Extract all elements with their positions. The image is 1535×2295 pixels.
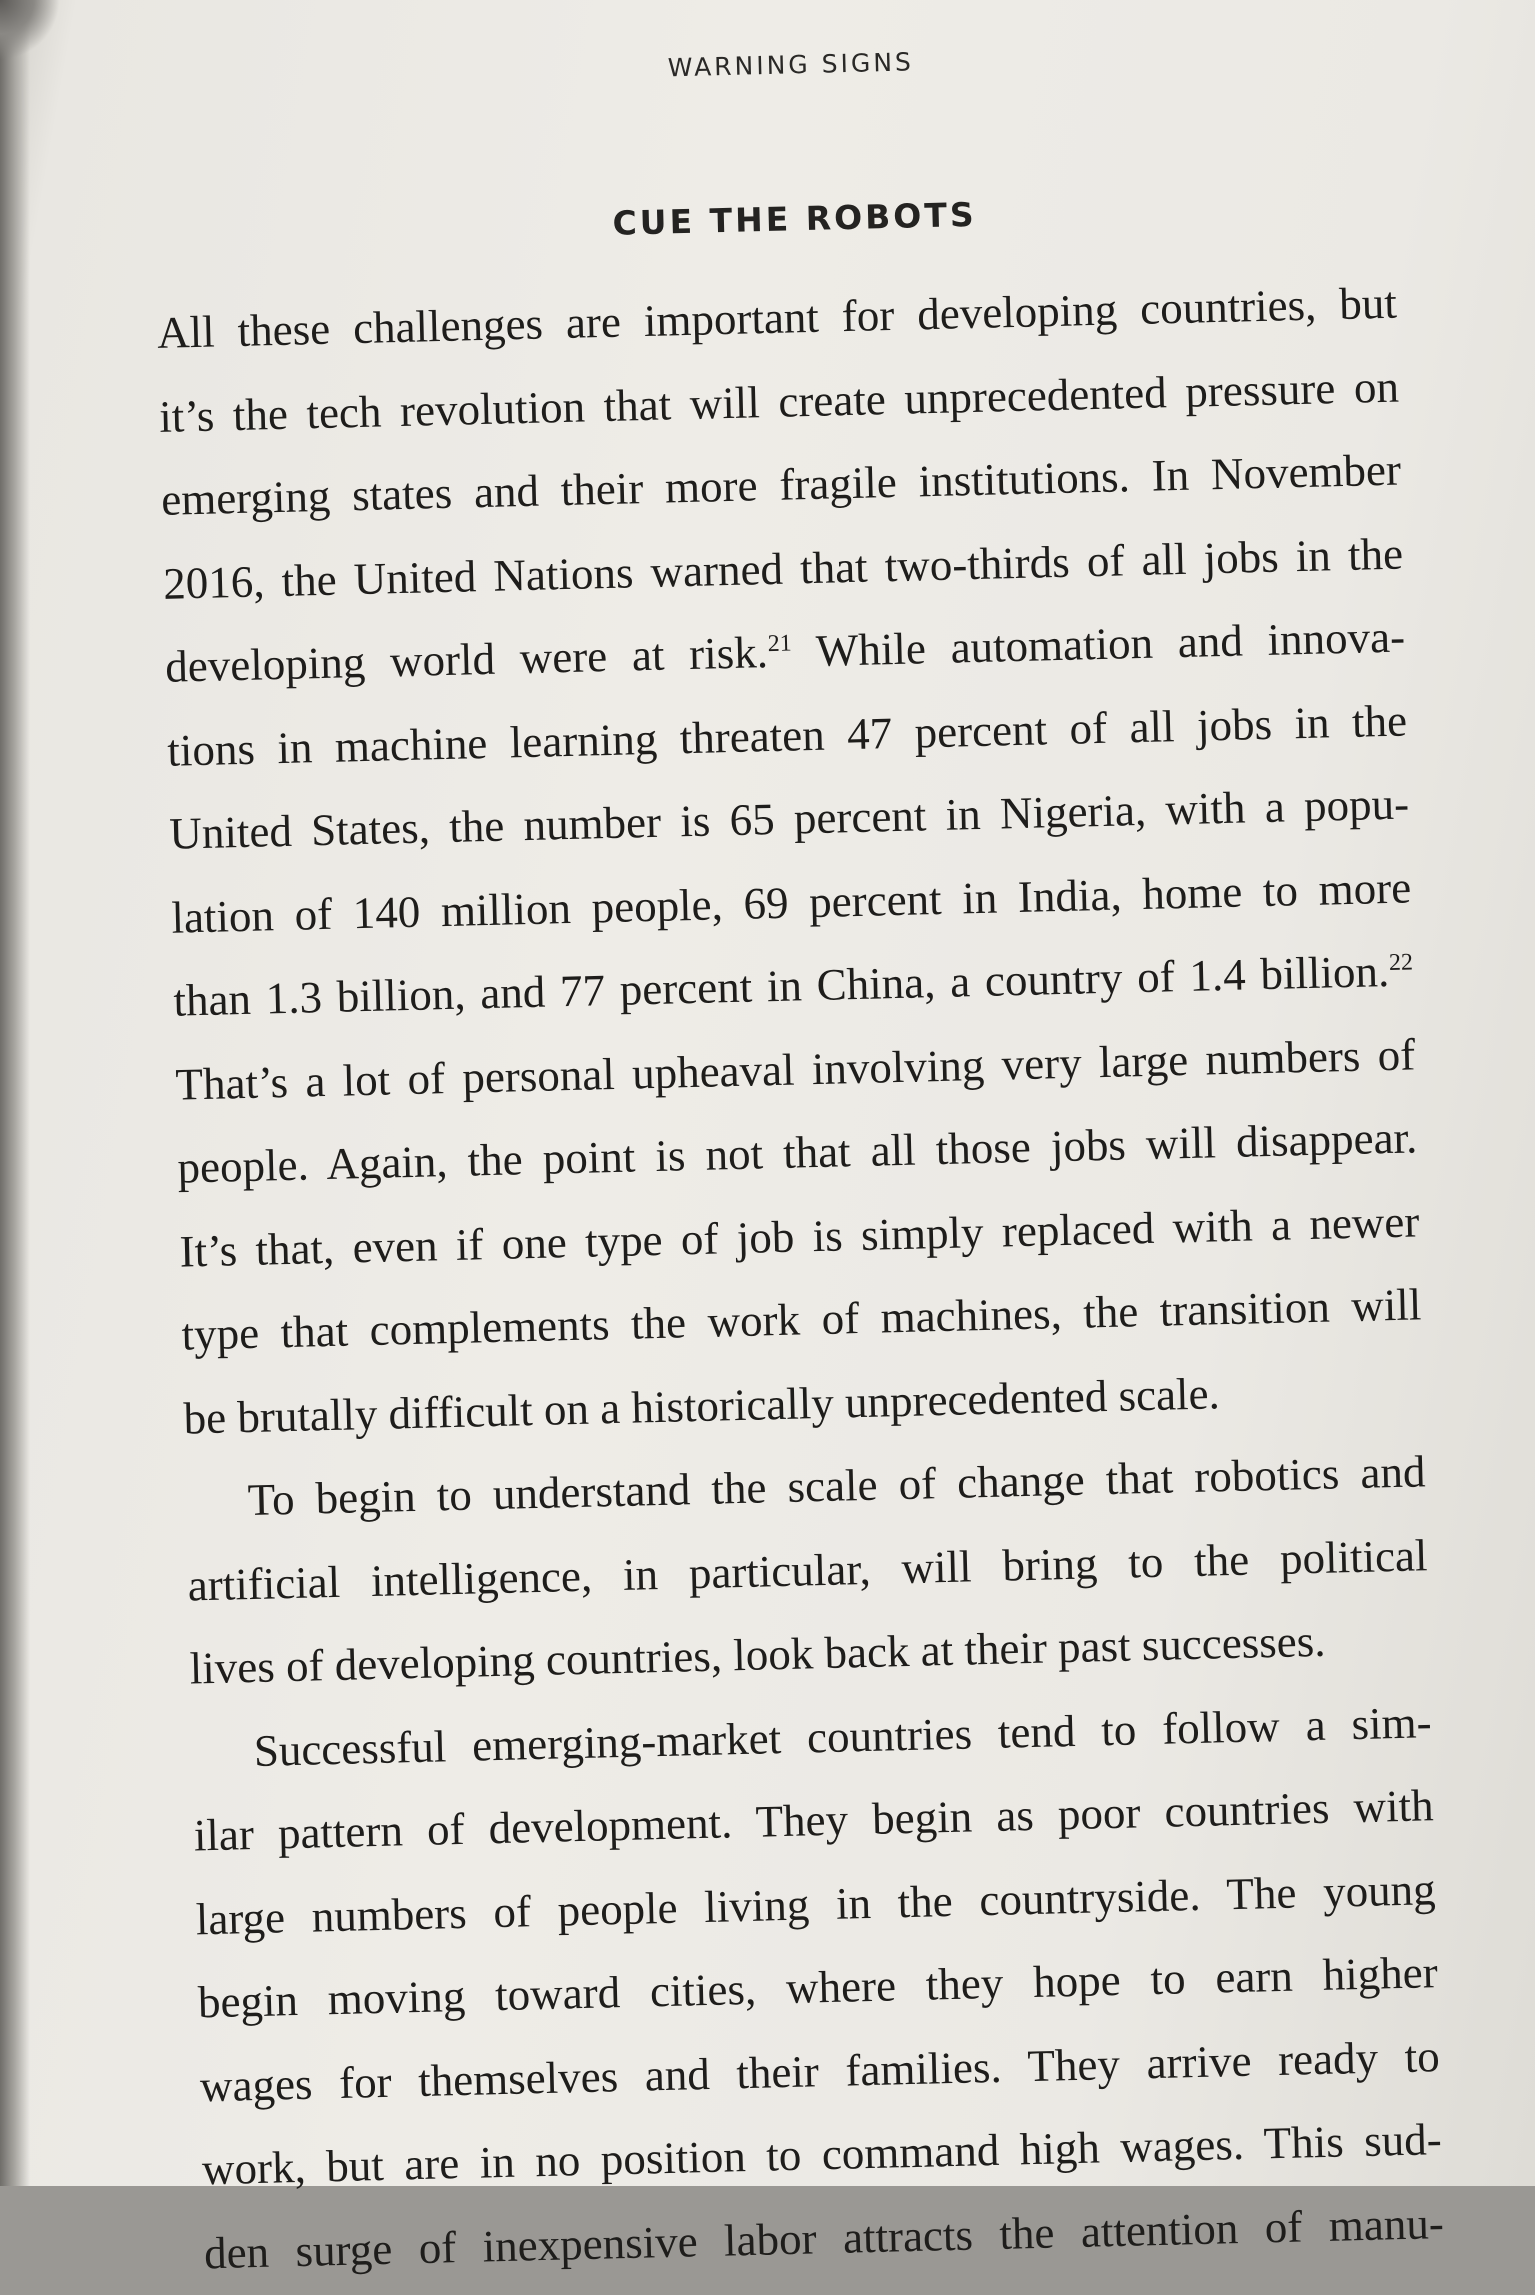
text-line: That’s a lot of personal upheaval involving very large numbers of bbox=[174, 1028, 1416, 1110]
text-line: lives of developing countries, look back at their past successes. bbox=[189, 1615, 1327, 1694]
text-line: ilar pattern of development. They begin as poor countries with bbox=[193, 1780, 1435, 1861]
text-line: begin moving toward cities, where they hope to earn higher bbox=[197, 1947, 1439, 2028]
text-line: type that complements the work of machines, the transition will bbox=[181, 1279, 1422, 1360]
text-line: To begin to understand the scale of change that robotics and bbox=[247, 1446, 1426, 1526]
text-line: it’s the tech revolution that will create unprecedented pressure on bbox=[158, 361, 1400, 442]
text-line: artificial intelligence, in particular, will bring to the political bbox=[187, 1529, 1429, 1611]
footnote-ref-21: 21 bbox=[767, 630, 793, 658]
text-line: tions in machine learning threaten 47 percent of all jobs in the bbox=[166, 694, 1408, 776]
text-line: den surge of inexpensive labor attracts the attention of manu- bbox=[203, 2197, 1445, 2278]
text-line: be brutally difficult on a historically unprecedented scale. bbox=[183, 1367, 1221, 1444]
section-title: CUE THE ROBOTS bbox=[612, 194, 978, 243]
text-segment: than 1.3 billion, and 77 percent in China, a country of 1.4 billion. bbox=[172, 946, 1390, 1026]
page-corner-shadow bbox=[0, 0, 60, 60]
paragraph-1 bbox=[156, 262, 1424, 1461]
text-segment: developing world were at risk. bbox=[164, 627, 769, 692]
footnote-ref-22: 22 bbox=[1388, 949, 1414, 977]
text-line: All these challenges are important for developing countries, but bbox=[156, 277, 1398, 358]
text-line: people. Again, the point is not that all those jobs will disappear. bbox=[176, 1112, 1418, 1193]
text-line: 2016, the United Nations warned that two-thirds of all jobs in the bbox=[162, 528, 1404, 609]
text-line: emerging states and their more fragile institutions. In November bbox=[160, 444, 1402, 525]
page-spine-shadow bbox=[0, 0, 30, 2186]
text-segment: While automation and innova- bbox=[791, 611, 1406, 677]
text-line: wages for themselves and their families. They arrive ready to bbox=[199, 2030, 1441, 2111]
running-head: WARNING SIGNS bbox=[667, 47, 915, 83]
body-text bbox=[156, 262, 1445, 2295]
paragraph-3 bbox=[191, 1681, 1445, 2295]
paragraph-2 bbox=[185, 1430, 1431, 1711]
text-line: lation of 140 million people, 69 percent in India, home to more bbox=[170, 861, 1412, 943]
text-line: United States, the number is 65 percent in Nigeria, with a popu- bbox=[168, 778, 1410, 859]
text-line: work, but are in no position to command high wages. This sud- bbox=[201, 2114, 1443, 2195]
page-content bbox=[150, 9, 1485, 2295]
text-line: Successful emerging-market countries tend to follow a sim- bbox=[253, 1696, 1433, 1776]
text-line: It’s that, even if one type of job is simply replaced with a newer bbox=[178, 1195, 1420, 1277]
text-line: large numbers of people living in the countryside. The young bbox=[195, 1863, 1437, 1944]
